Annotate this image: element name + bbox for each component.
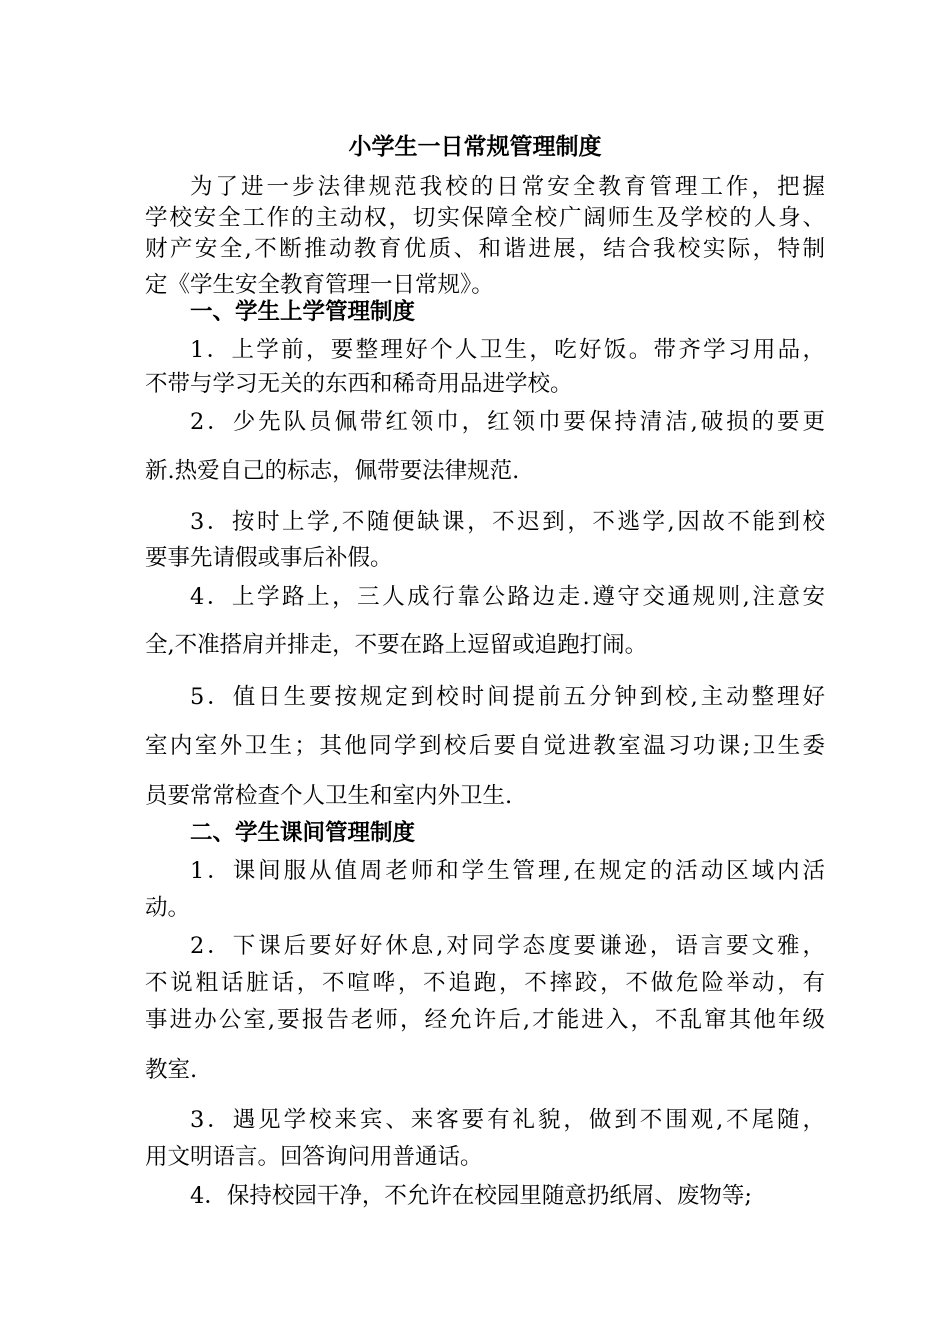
paragraph-line: 新.热爱自己的标志，佩带要法律规范. <box>145 458 520 484</box>
paragraph-line: 2．少先队员佩带红领巾，红领巾要保持清洁,破损的要更 <box>190 409 825 435</box>
paragraph-line: 不带与学习无关的东西和稀奇用品进学校。 <box>145 371 573 397</box>
intro-line: 为了进一步法律规范我校的日常安全教育管理工作，把握 <box>190 174 825 200</box>
paragraph-line: 全,不准搭肩并排走，不要在路上逗留或追跑打闹。 <box>145 632 648 658</box>
paragraph-line: 4．上学路上，三人成行靠公路边走.遵守交通规则,注意安 <box>190 584 825 610</box>
paragraph-line: 员要常常检查个人卫生和室内外卫生. <box>145 783 513 809</box>
paragraph-line: 室内室外卫生；其他同学到校后要自觉进教室温习功课;卫生委 <box>145 733 825 759</box>
intro-line: 定《学生安全教育管理一日常规》。 <box>145 272 494 298</box>
intro-line: 学校安全工作的主动权，切实保障全校广阔师生及学校的人身、 <box>145 205 825 231</box>
paragraph-line: 3．遇见学校来宾、来客要有礼貌，做到不围观,不尾随， <box>190 1107 825 1133</box>
paragraph-line: 事进办公室,要报告老师，经允许后,才能进入，不乱窜其他年级 <box>145 1007 825 1033</box>
section-heading: 二、学生课间管理制度 <box>190 820 416 846</box>
paragraph-line: 用文明语言。回答询问用普通话。 <box>145 1144 483 1170</box>
section-heading: 一、学生上学管理制度 <box>190 299 416 325</box>
paragraph-line: 2．下课后要好好休息,对同学态度要谦逊，语言要文雅， <box>190 933 825 959</box>
paragraph-line: 不说粗话脏话，不喧哗，不追跑，不摔跤，不做危险举动，有 <box>145 970 825 996</box>
paragraph-line: 要事先请假或事后补假。 <box>145 545 393 571</box>
paragraph-line: 1．上学前，要整理好个人卫生，吃好饭。带齐学习用品， <box>190 337 825 363</box>
document-title: 小学生一日常规管理制度 <box>348 133 602 160</box>
paragraph-line: 4．保持校园干净，不允许在校园里随意扔纸屑、废物等; <box>190 1183 752 1209</box>
paragraph-line: 教室. <box>145 1057 198 1083</box>
paragraph-line: 1．课间服从值周老师和学生管理,在规定的活动区域内活 <box>190 858 825 884</box>
paragraph-line: 5．值日生要按规定到校时间提前五分钟到校,主动整理好 <box>190 684 825 710</box>
paragraph-line: 3．按时上学,不随便缺课，不迟到，不逃学,因故不能到校 <box>190 509 825 535</box>
intro-line: 财产安全,不断推动教育优质、和谐进展，结合我校实际，特制 <box>145 236 825 262</box>
paragraph-line: 动。 <box>145 895 191 921</box>
